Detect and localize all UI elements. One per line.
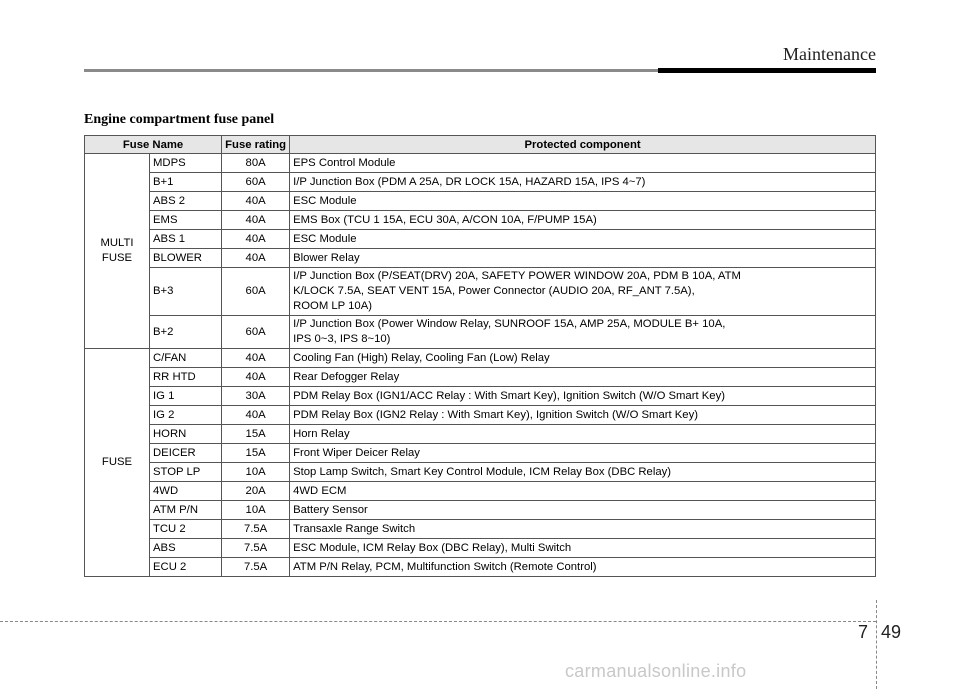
table-row (85, 482, 876, 501)
fuse-rating-cell: 40A (222, 211, 290, 230)
watermark: carmanualsonline.info (565, 661, 747, 681)
fuse-name-cell: B+1 (150, 173, 222, 192)
fuse-name-cell: TCU 2 (150, 520, 222, 539)
fuse-name-cell: MDPS (150, 154, 222, 173)
fuse-name-cell: IG 1 (150, 387, 222, 406)
fuse-name-cell: HORN (150, 425, 222, 444)
header-protected-component: Protected component (290, 136, 876, 154)
table-row (85, 316, 876, 349)
page-title: Engine compartment fuse panel (84, 112, 275, 127)
footer-rule (0, 621, 876, 622)
fuse-rating-cell: 7.5A (222, 520, 290, 539)
table-row (85, 520, 876, 539)
table-row (85, 539, 876, 558)
protected-component-cell: ESC Module (290, 192, 876, 211)
fuse-rating-cell: 40A (222, 406, 290, 425)
fuse-rating-cell: 40A (222, 368, 290, 387)
fuse-name-cell: B+2 (150, 316, 222, 349)
fuse-rating-cell: 60A (222, 268, 290, 316)
fuse-rating-cell: 80A (222, 154, 290, 173)
table-row (85, 192, 876, 211)
protected-component-cell: I/P Junction Box (P/SEAT(DRV) 20A, SAFETY POWER WINDOW 20A, PDM B 10A, ATM K/LOCK 7.5A, SEAT VENT 15A, Power Connector (AUDIO 20A, RF_ANT 7.5A), ROOM LP 10A) (290, 268, 876, 316)
protected-component-cell: Blower Relay (290, 249, 876, 268)
table-row (85, 349, 876, 368)
table-row (85, 268, 876, 316)
fuse-rating-cell: 7.5A (222, 539, 290, 558)
protected-component-cell: Horn Relay (290, 425, 876, 444)
fuse-name-cell: IG 2 (150, 406, 222, 425)
table-row (85, 463, 876, 482)
table-row (85, 211, 876, 230)
fuse-name-cell: ABS 1 (150, 230, 222, 249)
table-row (85, 558, 876, 577)
section-header: Maintenance (783, 44, 876, 64)
table-row (85, 387, 876, 406)
protected-component-cell: Transaxle Range Switch (290, 520, 876, 539)
table-row (85, 406, 876, 425)
header-fuse-name: Fuse Name (85, 136, 222, 154)
fuse-name-cell: 4WD (150, 482, 222, 501)
protected-component-cell: Battery Sensor (290, 501, 876, 520)
fuse-table (84, 135, 876, 577)
fuse-name-cell: STOP LP (150, 463, 222, 482)
table-row (85, 230, 876, 249)
table-row (85, 173, 876, 192)
fuse-rating-cell: 15A (222, 444, 290, 463)
fuse-name-cell: BLOWER (150, 249, 222, 268)
protected-component-cell: EMS Box (TCU 1 15A, ECU 30A, A/CON 10A, F/PUMP 15A) (290, 211, 876, 230)
protected-component-cell: EPS Control Module (290, 154, 876, 173)
table-row (85, 444, 876, 463)
table-row (85, 501, 876, 520)
chapter-number: 7 (858, 622, 869, 642)
table-row (85, 249, 876, 268)
fuse-group-label: MULTI FUSE (85, 154, 150, 349)
fuse-rating-cell: 40A (222, 349, 290, 368)
fuse-rating-cell: 15A (222, 425, 290, 444)
page-number: 49 (881, 622, 902, 642)
header-rule-black (658, 68, 876, 73)
protected-component-cell: Front Wiper Deicer Relay (290, 444, 876, 463)
protected-component-cell: ESC Module, ICM Relay Box (DBC Relay), Multi Switch (290, 539, 876, 558)
protected-component-cell: Stop Lamp Switch, Smart Key Control Module, ICM Relay Box (DBC Relay) (290, 463, 876, 482)
fuse-rating-cell: 20A (222, 482, 290, 501)
fuse-name-cell: ECU 2 (150, 558, 222, 577)
fuse-group-label: FUSE (85, 349, 150, 577)
fuse-name-cell: DEICER (150, 444, 222, 463)
fuse-name-cell: B+3 (150, 268, 222, 316)
fuse-name-cell: ATM P/N (150, 501, 222, 520)
fuse-name-cell: ABS 2 (150, 192, 222, 211)
protected-component-cell: I/P Junction Box (PDM A 25A, DR LOCK 15A, HAZARD 15A, IPS 4~7) (290, 173, 876, 192)
protected-component-cell: PDM Relay Box (IGN2 Relay : With Smart Key), Ignition Switch (W/O Smart Key) (290, 406, 876, 425)
fuse-rating-cell: 30A (222, 387, 290, 406)
table-row (85, 425, 876, 444)
fuse-rating-cell: 40A (222, 249, 290, 268)
header-rule-gray (84, 69, 658, 72)
fuse-rating-cell: 40A (222, 230, 290, 249)
protected-component-cell: ESC Module (290, 230, 876, 249)
fuse-rating-cell: 10A (222, 501, 290, 520)
fuse-rating-cell: 10A (222, 463, 290, 482)
protected-component-cell: Rear Defogger Relay (290, 368, 876, 387)
footer-divider (876, 600, 877, 689)
fuse-name-cell: ABS (150, 539, 222, 558)
fuse-rating-cell: 7.5A (222, 558, 290, 577)
protected-component-cell: Cooling Fan (High) Relay, Cooling Fan (Low) Relay (290, 349, 876, 368)
fuse-name-cell: C/FAN (150, 349, 222, 368)
fuse-rating-cell: 60A (222, 316, 290, 349)
table-row (85, 154, 876, 173)
protected-component-cell: ATM P/N Relay, PCM, Multifunction Switch (Remote Control) (290, 558, 876, 577)
fuse-rating-cell: 60A (222, 173, 290, 192)
table-header-row (85, 136, 876, 154)
protected-component-cell: PDM Relay Box (IGN1/ACC Relay : With Smart Key), Ignition Switch (W/O Smart Key) (290, 387, 876, 406)
fuse-name-cell: RR HTD (150, 368, 222, 387)
fuse-table-body (85, 154, 876, 577)
header-fuse-rating: Fuse rating (222, 136, 290, 154)
protected-component-cell: 4WD ECM (290, 482, 876, 501)
protected-component-cell: I/P Junction Box (Power Window Relay, SUNROOF 15A, AMP 25A, MODULE B+ 10A, IPS 0~3, IPS 8~10) (290, 316, 876, 349)
table-row (85, 368, 876, 387)
fuse-name-cell: EMS (150, 211, 222, 230)
fuse-rating-cell: 40A (222, 192, 290, 211)
